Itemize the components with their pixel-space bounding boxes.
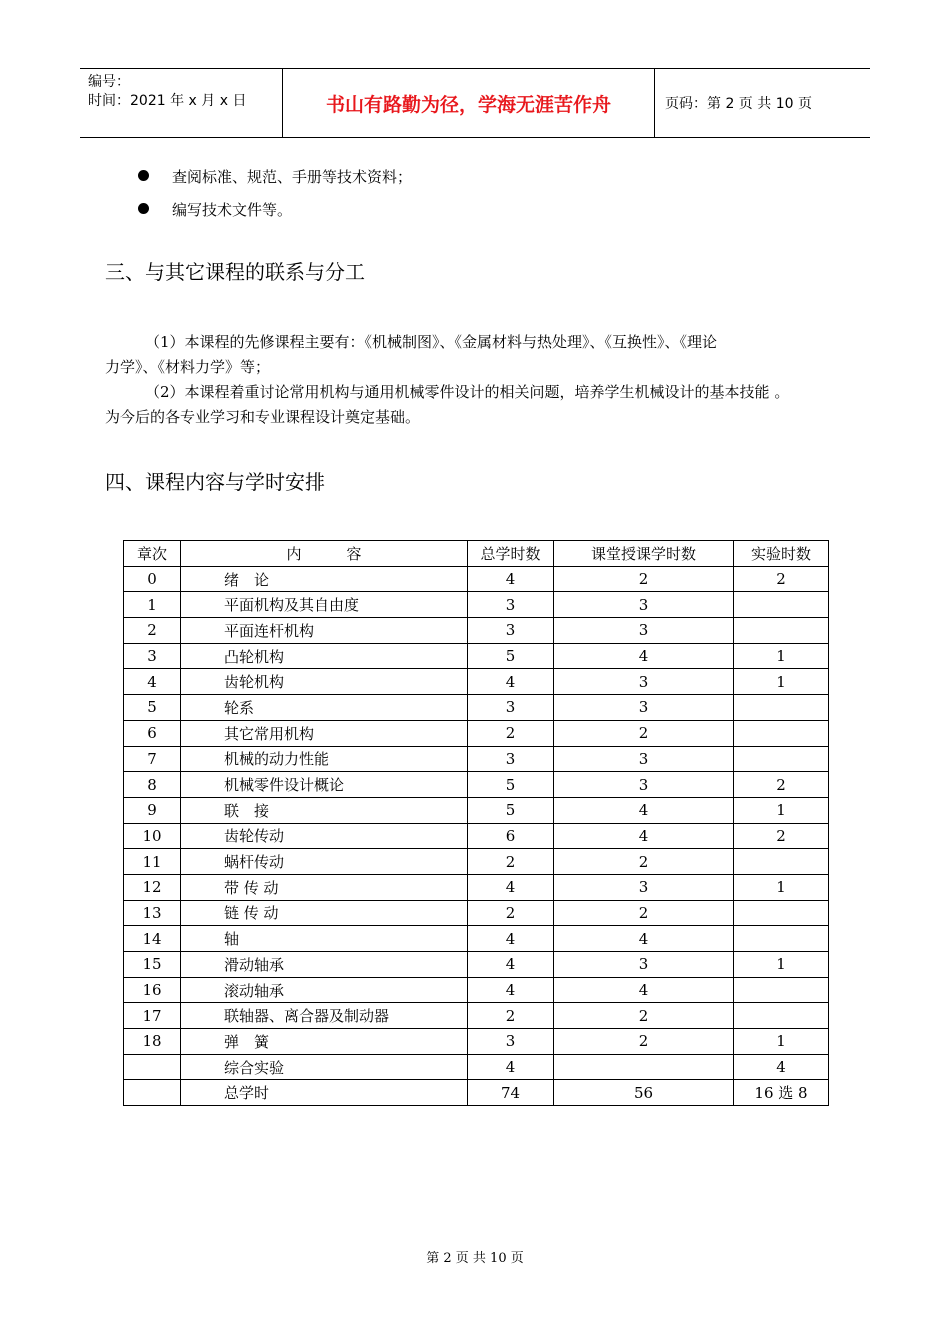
cell-lecture-hours: 3 <box>554 592 734 618</box>
cell-lecture-hours: 3 <box>554 695 734 721</box>
cell-content: 联 接 <box>181 797 468 823</box>
bullet-item: 查阅标准、规范、手册等技术资料； <box>172 168 413 186</box>
bullet-icon <box>138 170 149 181</box>
cell-lab-hours <box>734 900 829 926</box>
header-content: 内 容 <box>181 541 468 567</box>
table-row <box>124 874 829 900</box>
cell-content: 齿轮传动 <box>181 823 468 849</box>
course-schedule-table <box>123 540 829 1106</box>
cell-total-hours: 4 <box>468 874 554 900</box>
table-row <box>124 643 829 669</box>
cell-content: 轴 <box>181 926 468 952</box>
header-lab-hours: 实验时数 <box>734 541 829 567</box>
cell-content: 链 传 动 <box>181 900 468 926</box>
cell-total-hours: 4 <box>468 952 554 978</box>
table-row <box>124 823 829 849</box>
cell-lab-hours <box>734 695 829 721</box>
cell-lecture-hours: 2 <box>554 900 734 926</box>
paragraph-line: （2）本课程着重讨论常用机构与通用机械零件设计的相关问题，培养学生机械设计的基本技能 。 <box>145 383 790 401</box>
cell-chapter <box>124 1080 181 1106</box>
cell-content: 其它常用机构 <box>181 720 468 746</box>
cell-chapter: 0 <box>124 566 181 592</box>
doc-date-label: 时间：2021 年 x 月 x 日 <box>88 93 247 109</box>
cell-content: 联轴器、离合器及制动器 <box>181 1003 468 1029</box>
paragraph-line: 为今后的各专业学习和专业课程设计奠定基础。 <box>105 408 421 426</box>
table-row <box>124 1080 829 1106</box>
cell-lecture-hours: 2 <box>554 1029 734 1055</box>
cell-lecture-hours: 4 <box>554 643 734 669</box>
cell-total-hours: 3 <box>468 618 554 644</box>
cell-lab-hours <box>734 1003 829 1029</box>
header-lecture-hours: 课堂授课学时数 <box>554 541 734 567</box>
cell-total-hours: 2 <box>468 900 554 926</box>
page-footer: 第 2 页 共 10 页 <box>426 1251 524 1266</box>
cell-content: 滚动轴承 <box>181 977 468 1003</box>
cell-lecture-hours: 4 <box>554 823 734 849</box>
cell-chapter: 18 <box>124 1029 181 1055</box>
cell-lecture-hours: 3 <box>554 952 734 978</box>
cell-lab-hours <box>734 849 829 875</box>
cell-lab-hours: 1 <box>734 797 829 823</box>
table-body <box>124 566 829 1105</box>
cell-total-hours: 6 <box>468 823 554 849</box>
cell-total-hours: 3 <box>468 592 554 618</box>
cell-lecture-hours: 2 <box>554 566 734 592</box>
section-4-title: 四、课程内容与学时安排 <box>105 470 325 494</box>
cell-content: 平面机构及其自由度 <box>181 592 468 618</box>
cell-total-hours: 2 <box>468 1003 554 1029</box>
cell-total-hours: 3 <box>468 746 554 772</box>
cell-chapter: 13 <box>124 900 181 926</box>
cell-chapter: 10 <box>124 823 181 849</box>
cell-chapter: 16 <box>124 977 181 1003</box>
cell-lab-hours <box>734 592 829 618</box>
cell-lab-hours: 2 <box>734 566 829 592</box>
cell-chapter: 6 <box>124 720 181 746</box>
section-3-title: 三、与其它课程的联系与分工 <box>105 260 365 284</box>
cell-total-hours: 74 <box>468 1080 554 1106</box>
paragraph-line: （1）本课程的先修课程主要有：《机械制图》、《金属材料与热处理》、《互换性》、《理论 <box>145 333 718 351</box>
cell-lecture-hours: 56 <box>554 1080 734 1106</box>
cell-content: 机械的动力性能 <box>181 746 468 772</box>
cell-chapter: 8 <box>124 772 181 798</box>
table-header-row <box>124 541 829 567</box>
table-row <box>124 977 829 1003</box>
table-row <box>124 1054 829 1080</box>
cell-lab-hours: 1 <box>734 1029 829 1055</box>
table-row <box>124 720 829 746</box>
section-3-body <box>105 330 850 430</box>
table-row <box>124 849 829 875</box>
header-chapter: 章次 <box>124 541 181 567</box>
cell-lecture-hours: 3 <box>554 874 734 900</box>
cell-chapter: 15 <box>124 952 181 978</box>
cell-chapter: 7 <box>124 746 181 772</box>
cell-chapter: 4 <box>124 669 181 695</box>
cell-lab-hours <box>734 618 829 644</box>
cell-lab-hours <box>734 720 829 746</box>
cell-total-hours: 4 <box>468 926 554 952</box>
cell-content: 总学时 <box>181 1080 468 1106</box>
table-row <box>124 797 829 823</box>
paragraph-line: 力学》、《材料力学》等； <box>105 358 271 376</box>
cell-lab-hours <box>734 977 829 1003</box>
cell-lab-hours: 2 <box>734 772 829 798</box>
header-page-info: 页码：第 2 页 共 10 页 <box>665 96 812 112</box>
cell-lecture-hours: 3 <box>554 772 734 798</box>
bullet-icon <box>138 203 149 214</box>
cell-total-hours: 4 <box>468 566 554 592</box>
cell-content: 机械零件设计概论 <box>181 772 468 798</box>
table-row <box>124 746 829 772</box>
table-row <box>124 566 829 592</box>
cell-lecture-hours: 2 <box>554 720 734 746</box>
cell-total-hours: 3 <box>468 1029 554 1055</box>
cell-content: 弹 簧 <box>181 1029 468 1055</box>
cell-total-hours: 5 <box>468 772 554 798</box>
table-row <box>124 926 829 952</box>
cell-lecture-hours: 3 <box>554 618 734 644</box>
cell-chapter: 9 <box>124 797 181 823</box>
cell-lecture-hours: 3 <box>554 669 734 695</box>
cell-lecture-hours <box>554 1054 734 1080</box>
cell-lecture-hours: 2 <box>554 1003 734 1029</box>
cell-content: 平面连杆机构 <box>181 618 468 644</box>
cell-total-hours: 4 <box>468 1054 554 1080</box>
cell-total-hours: 2 <box>468 720 554 746</box>
cell-total-hours: 5 <box>468 797 554 823</box>
cell-content: 蜗杆传动 <box>181 849 468 875</box>
table-row <box>124 592 829 618</box>
cell-lab-hours <box>734 926 829 952</box>
cell-content: 滑动轴承 <box>181 952 468 978</box>
cell-total-hours: 2 <box>468 849 554 875</box>
bullet-item: 编写技术文件等。 <box>172 201 293 219</box>
cell-chapter: 1 <box>124 592 181 618</box>
cell-chapter: 14 <box>124 926 181 952</box>
cell-lecture-hours: 4 <box>554 926 734 952</box>
cell-lab-hours: 4 <box>734 1054 829 1080</box>
table-row <box>124 952 829 978</box>
cell-lab-hours: 16 选 8 <box>734 1080 829 1106</box>
cell-lecture-hours: 4 <box>554 797 734 823</box>
cell-total-hours: 4 <box>468 977 554 1003</box>
cell-content: 齿轮机构 <box>181 669 468 695</box>
doc-number-label: 编号： <box>88 74 130 90</box>
cell-lecture-hours: 3 <box>554 746 734 772</box>
cell-total-hours: 3 <box>468 695 554 721</box>
cell-chapter: 3 <box>124 643 181 669</box>
table-row <box>124 1003 829 1029</box>
cell-lab-hours <box>734 746 829 772</box>
page-header <box>80 68 870 138</box>
header-total-hours: 总学时数 <box>468 541 554 567</box>
cell-total-hours: 5 <box>468 643 554 669</box>
cell-lab-hours: 1 <box>734 669 829 695</box>
cell-chapter: 2 <box>124 618 181 644</box>
cell-content: 凸轮机构 <box>181 643 468 669</box>
cell-chapter: 12 <box>124 874 181 900</box>
table-row <box>124 900 829 926</box>
cell-content: 带 传 动 <box>181 874 468 900</box>
cell-content: 轮系 <box>181 695 468 721</box>
cell-lab-hours: 2 <box>734 823 829 849</box>
cell-lab-hours: 1 <box>734 643 829 669</box>
cell-chapter: 5 <box>124 695 181 721</box>
cell-content: 绪 论 <box>181 566 468 592</box>
table-row <box>124 772 829 798</box>
cell-chapter <box>124 1054 181 1080</box>
cell-content: 综合实验 <box>181 1054 468 1080</box>
cell-chapter: 17 <box>124 1003 181 1029</box>
header-meta <box>80 69 283 137</box>
cell-chapter: 11 <box>124 849 181 875</box>
cell-lecture-hours: 2 <box>554 849 734 875</box>
table-row <box>124 695 829 721</box>
cell-lab-hours: 1 <box>734 952 829 978</box>
table-row <box>124 1029 829 1055</box>
cell-total-hours: 4 <box>468 669 554 695</box>
table-row <box>124 669 829 695</box>
cell-lab-hours: 1 <box>734 874 829 900</box>
header-motto: 书山有路勤为径，学海无涯苦作舟 <box>283 69 655 137</box>
table-row <box>124 618 829 644</box>
cell-lecture-hours: 4 <box>554 977 734 1003</box>
